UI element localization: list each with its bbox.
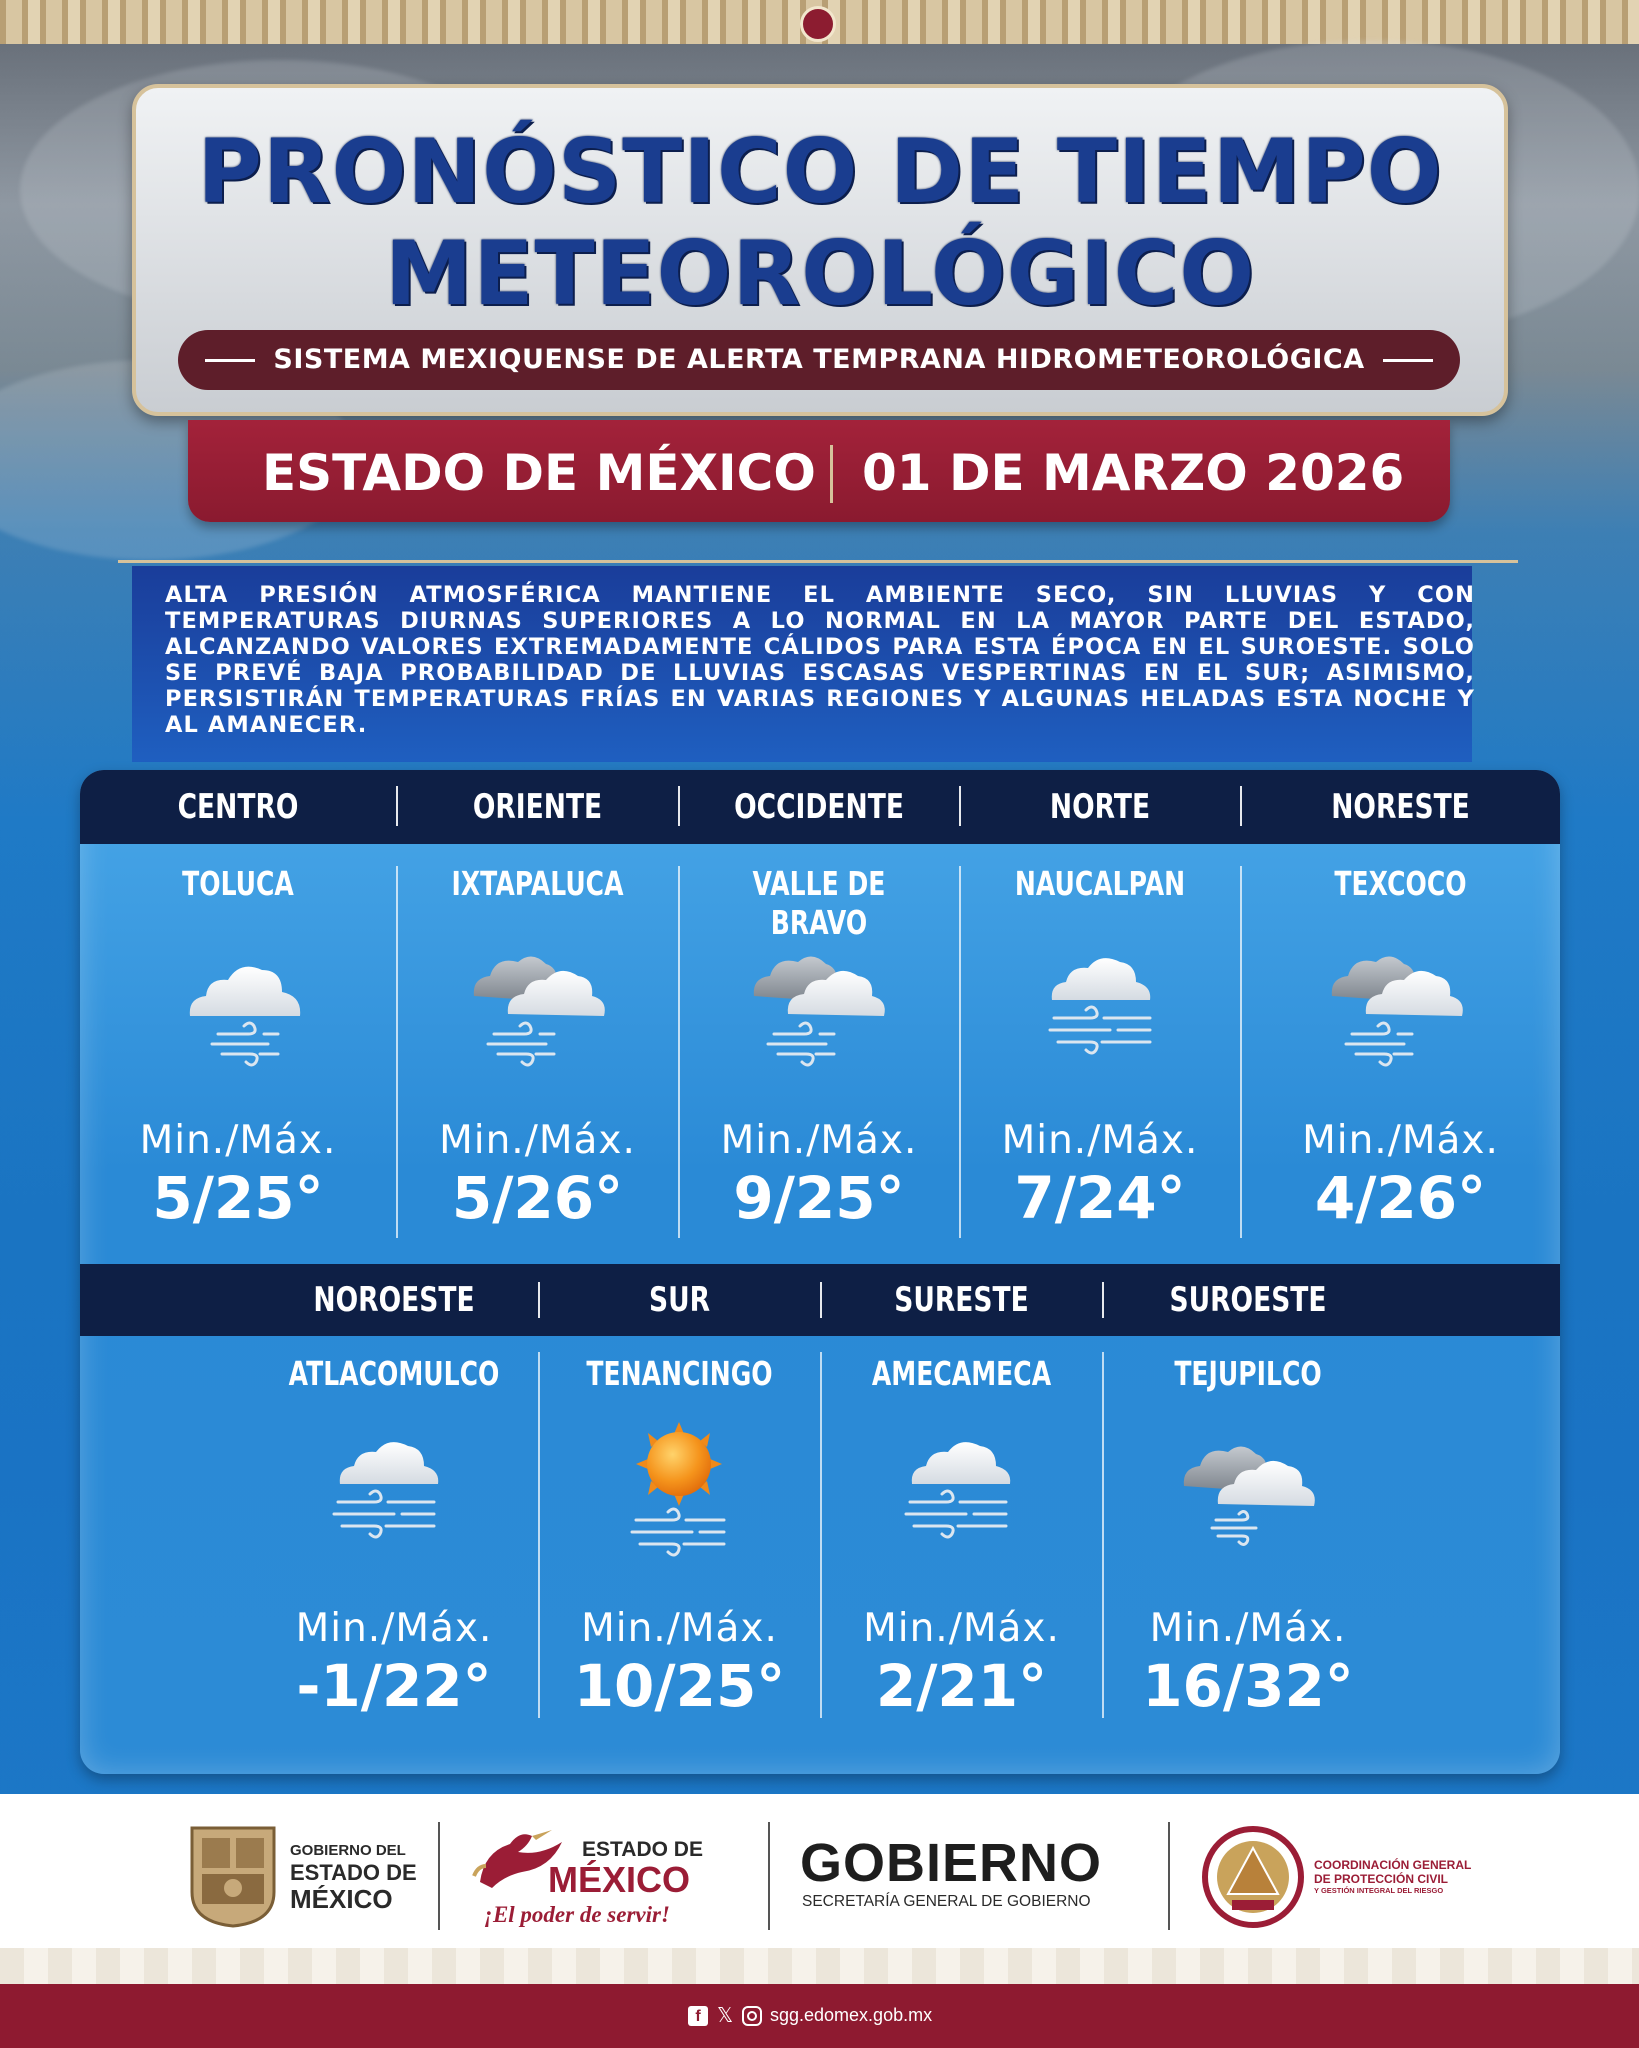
civil-protection-line2: DE PROTECCIÓN CIVIL xyxy=(1314,1872,1449,1886)
minmax-label: Min./Máx. xyxy=(720,1118,918,1163)
footer-separator xyxy=(438,1822,440,1930)
city-naucalpan: NAUCALPAN xyxy=(1014,864,1186,903)
clouds-wind-icon xyxy=(750,934,890,1080)
dash-left xyxy=(205,359,255,362)
minmax-label: Min./Máx. xyxy=(439,1118,636,1163)
gobierno-wordmark: GOBIERNO xyxy=(800,1833,1103,1893)
description-text: ALTA PRESIÓN ATMOSFÉRICA MANTIENE EL AMBIENTE SECO, SIN LLUVIAS Y CON TEMPERATURAS DIURNAS SUPERIORES A LO NORMAL EN LA MAYOR PARTE DEL ESTADO, ALCANZANDO VALORES EXTREMADAMENTE CÁLIDOS PARA ESTA ÉPOCA EN EL SUROESTE. SOLO SE PREVÉ BAJA PROBABILIDAD DE LLUVIAS ESCASAS VESPERTINAS EN EL SUR; ASIMISMO, PERSISTIRÁN TEMPERATURAS FRÍAS EN VARIAS REGIONES Y ALGUNAS HELADAS ESTA NOCHE Y AL AMANECER. xyxy=(165,582,1475,738)
footer-separator xyxy=(768,1822,770,1930)
minmax-label: Min./Máx. xyxy=(1001,1118,1199,1163)
footer-ornament-band xyxy=(0,1948,1639,1984)
city-tejupilco: TEJUPILCO xyxy=(1174,1354,1322,1393)
minmax-label: Min./Máx. xyxy=(863,1606,1060,1651)
x-icon[interactable]: 𝕏 xyxy=(716,2003,734,2027)
cloud-wind-icon xyxy=(900,1424,1020,1564)
dash-right xyxy=(1383,359,1433,362)
gov-state-line2: ESTADO DE xyxy=(290,1860,417,1885)
cloud-wind-icon xyxy=(328,1424,448,1564)
city-valle-de-bravo: VALLE DE BRAVO xyxy=(752,864,886,942)
edomex-slogan: ¡El poder de servir! xyxy=(484,1902,670,1927)
page-title-line2: METEOROLÓGICO xyxy=(384,222,1256,325)
minmax-label: Min./Máx. xyxy=(1302,1118,1499,1163)
city-atlacomulco: ATLACOMULCO xyxy=(288,1354,500,1393)
top-ornament-icon xyxy=(800,6,836,42)
header-separator xyxy=(820,1282,822,1318)
city-toluca: TOLUCA xyxy=(182,864,294,903)
header-separator xyxy=(959,786,961,826)
city-texcoco: TEXCOCO xyxy=(1334,864,1467,903)
gov-state-line1: GOBIERNO DEL xyxy=(290,1842,406,1859)
temp-value: 10/25° xyxy=(573,1652,786,1720)
city-ixtapaluca: IXTAPALUCA xyxy=(451,864,624,903)
civil-protection-line3: Y GESTIÓN INTEGRAL DEL RIESGO xyxy=(1314,1886,1444,1895)
cloud-wind-icon xyxy=(1040,940,1160,1080)
website-link[interactable]: sgg.edomex.gob.mx xyxy=(770,2005,933,2025)
region-oriente: ORIENTE xyxy=(472,787,603,827)
subtitle-bar xyxy=(178,330,1460,390)
cloud-wind-icon xyxy=(178,940,308,1080)
temp-value: 5/25° xyxy=(152,1164,324,1232)
temp-value: 7/24° xyxy=(1014,1164,1186,1232)
coat-of-arms-icon xyxy=(186,1822,280,1930)
state-label: ESTADO DE MÉXICO xyxy=(262,444,816,502)
temp-value: 4/26° xyxy=(1314,1164,1487,1232)
clouds-wind-icon xyxy=(1328,934,1468,1080)
header-separator xyxy=(396,786,398,826)
gov-state-line3: MÉXICO xyxy=(290,1884,393,1914)
region-noreste: NORESTE xyxy=(1331,787,1470,827)
region-occidente: OCCIDENTE xyxy=(734,787,904,827)
minmax-label: Min./Máx. xyxy=(139,1118,337,1163)
city-amecameca: AMECAMECA xyxy=(871,1354,1052,1393)
instagram-icon[interactable] xyxy=(742,2006,762,2026)
civil-protection-logo-icon xyxy=(1202,1826,1304,1928)
secretaria-label: SECRETARÍA GENERAL DE GOBIERNO xyxy=(802,1893,1091,1910)
facebook-icon[interactable]: f xyxy=(688,2006,708,2026)
clouds-wind-icon xyxy=(1180,1424,1320,1564)
clouds-wind-icon xyxy=(470,934,610,1080)
region-suroeste: SUROESTE xyxy=(1169,1280,1327,1320)
temp-value: 9/25° xyxy=(733,1164,905,1232)
header-separator xyxy=(678,786,680,826)
minmax-label: Min./Máx. xyxy=(295,1606,493,1651)
sun-wind-icon xyxy=(624,1420,734,1566)
region-noroeste: NOROESTE xyxy=(313,1280,475,1320)
city-tenancingo: TENANCINGO xyxy=(586,1354,773,1393)
footer-separator xyxy=(1168,1822,1170,1930)
description-rule xyxy=(118,560,1518,563)
subtitle-text: SISTEMA MEXIQUENSE DE ALERTA TEMPRANA HIDROMETEOROLÓGICA xyxy=(273,344,1365,375)
header-separator xyxy=(538,1282,540,1318)
date-divider xyxy=(830,445,833,503)
minmax-label: Min./Máx. xyxy=(1149,1606,1347,1651)
header-separator xyxy=(1102,1282,1104,1318)
page-title-line1: PRONÓSTICO DE TIEMPO xyxy=(197,120,1443,223)
edomex-line2: MÉXICO xyxy=(548,1859,691,1900)
temp-value: 16/32° xyxy=(1142,1652,1354,1720)
temp-value: 2/21° xyxy=(875,1652,1048,1720)
temp-value: -1/22° xyxy=(296,1652,492,1720)
date-label: 01 DE MARZO 2026 xyxy=(862,444,1405,502)
header-separator xyxy=(1240,786,1242,826)
temp-value: 5/26° xyxy=(451,1164,624,1232)
edomex-line1: ESTADO DE xyxy=(582,1838,703,1861)
region-centro: CENTRO xyxy=(177,787,299,827)
region-sur: SUR xyxy=(648,1280,711,1320)
civil-protection-line1: COORDINACIÓN GENERAL xyxy=(1314,1858,1472,1872)
region-norte: NORTE xyxy=(1049,787,1151,827)
minmax-label: Min./Máx. xyxy=(581,1606,778,1651)
region-sureste: SURESTE xyxy=(894,1280,1029,1320)
